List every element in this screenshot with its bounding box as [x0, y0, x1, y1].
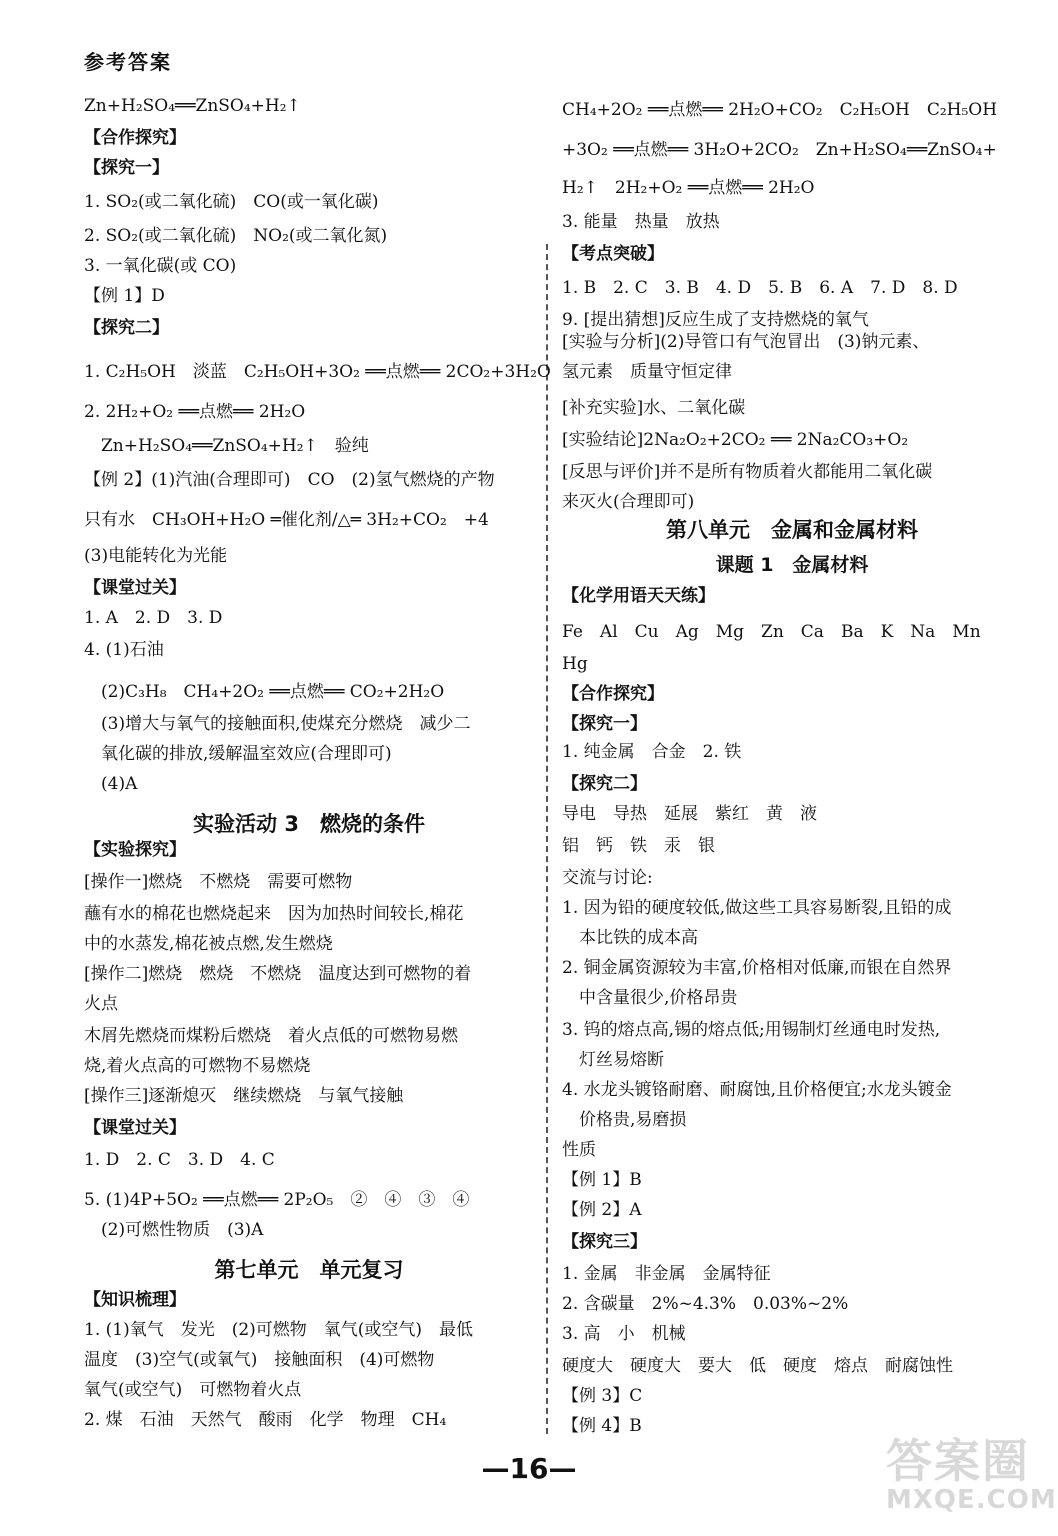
- answer-line: 1. A 2. D 3. D: [84, 608, 223, 628]
- watermark-url: MXQE.COM: [886, 1485, 1057, 1515]
- watermark-logo-text: 答案圈: [886, 1434, 1030, 1488]
- answer-line: 2. 含碳量 2%~4.3% 0.03%~2%: [562, 1294, 849, 1314]
- section-label: 【探究二】: [84, 318, 169, 338]
- answer-line: 火点: [84, 994, 118, 1014]
- answer-line: 2. 铜金属资源较为丰富,价格相对低廉,而银在自然界: [562, 958, 952, 978]
- section-label: 【实验探究】: [84, 840, 186, 860]
- answer-line: 1. C₂H₅OH 淡蓝 C₂H₅OH+3O₂ ══点燃══ 2CO₂+3H₂O: [84, 362, 551, 382]
- answer-line: Hg: [562, 654, 588, 674]
- answer-line: 交流与讨论:: [562, 868, 653, 888]
- page-header-title: 参考答案: [84, 50, 172, 74]
- answer-line: 只有水 CH₃OH+H₂O ═催化剂/△═ 3H₂+CO₂ +4: [84, 510, 489, 530]
- answer-line: 氧气(或空气) 可燃物着火点: [84, 1380, 302, 1400]
- answer-line: 1. 因为铅的硬度较低,做这些工具容易断裂,且铅的成: [562, 898, 952, 918]
- section-subtitle-lesson-1: 课题 1 金属材料: [715, 554, 869, 576]
- section-label: 【合作探究】: [562, 684, 664, 704]
- page-number: —16—: [481, 1452, 577, 1485]
- answer-line: Fe Al Cu Ag Mg Zn Ca Ba K Na Mn: [562, 622, 981, 642]
- answer-line: 性质: [562, 1140, 596, 1160]
- answer-line: 1. B 2. C 3. B 4. D 5. B 6. A 7. D 8. D: [562, 278, 958, 298]
- section-label: 【课堂过关】: [84, 1118, 186, 1138]
- answer-line: 中的水蒸发,棉花被点燃,发生燃烧: [84, 934, 333, 954]
- answer-line: 【例 2】A: [562, 1200, 642, 1220]
- answer-line: 3. 钨的熔点高,锡的熔点低;用锡制灯丝通电时发热,: [562, 1020, 941, 1040]
- answer-line: 导电 导热 延展 紫红 黄 液: [562, 804, 817, 824]
- answer-line: (3)增大与氧气的接触面积,使煤充分燃烧 减少二: [84, 714, 471, 734]
- answer-line: [操作三]逐渐熄灭 继续燃烧 与氧气接触: [84, 1086, 404, 1106]
- answer-line: (3)电能转化为光能: [84, 546, 228, 566]
- answer-line: 2. SO₂(或二氧化硫) NO₂(或二氧化氮): [84, 226, 388, 246]
- answer-line: 铝 钙 铁 汞 银: [562, 836, 715, 856]
- answer-line: [实验与分析](2)导管口有气泡冒出 (3)钠元素、: [562, 332, 930, 352]
- section-label: 【探究三】: [562, 1232, 647, 1252]
- answer-line: [操作一]燃烧 不燃烧 需要可燃物: [84, 872, 353, 892]
- section-label: 【探究二】: [562, 774, 647, 794]
- answer-line: 温度 (3)空气(或氧气) 接触面积 (4)可燃物: [84, 1350, 435, 1370]
- answer-line: (4)A: [84, 774, 138, 794]
- answer-line: 5. (1)4P+5O₂ ══点燃══ 2P₂O₅ ② ④ ③ ④: [84, 1190, 470, 1210]
- answer-line: 2. 煤 石油 天然气 酸雨 化学 物理 CH₄: [84, 1410, 447, 1430]
- section-title-unit-8: 第八单元 金属和金属材料: [666, 518, 918, 542]
- answer-line: 本比铁的成本高: [562, 928, 698, 948]
- answer-line: 1. (1)氧气 发光 (2)可燃物 氧气(或空气) 最低: [84, 1320, 474, 1340]
- section-label: 【探究一】: [84, 158, 169, 178]
- section-label: 【知识梳理】: [84, 1290, 186, 1310]
- answer-line: (2)可燃性物质 (3)A: [84, 1220, 264, 1240]
- answer-line: 【例 1】B: [562, 1170, 642, 1190]
- answer-line: Zn+H₂SO₄══ZnSO₄+H₂↑: [84, 96, 301, 116]
- answer-line: (2)C₃H₈ CH₄+2O₂ ══点燃══ CO₂+2H₂O: [84, 682, 445, 702]
- answer-line: [反思与评价]并不是所有物质着火都能用二氧化碳: [562, 462, 933, 482]
- answer-line: 硬度大 硬度大 要大 低 硬度 熔点 耐腐蚀性: [562, 1356, 953, 1376]
- answer-line: 9. [提出猜想]反应生成了支持燃烧的氧气: [562, 310, 869, 330]
- answer-line: Zn+H₂SO₄══ZnSO₄+H₂↑ 验纯: [84, 436, 369, 456]
- answer-line: 【例 2】(1)汽油(合理即可) CO (2)氢气燃烧的产物: [84, 470, 495, 490]
- section-label: 【课堂过关】: [84, 578, 186, 598]
- answer-line: [操作二]燃烧 燃烧 不燃烧 温度达到可燃物的着: [84, 964, 472, 984]
- answer-line: 灯丝易熔断: [562, 1050, 664, 1070]
- section-title-experiment-3: 实验活动 3 燃烧的条件: [193, 812, 425, 836]
- answer-line: 3. 能量 热量 放热: [562, 212, 720, 232]
- answer-line: 4. 水龙头镀铬耐磨、耐腐蚀,且价格便宜;水龙头镀金: [562, 1080, 952, 1100]
- answer-line: 1. SO₂(或二氧化硫) CO(或一氧化碳): [84, 192, 379, 212]
- answer-line: 氢元素 质量守恒定律: [562, 362, 732, 382]
- answer-line: 1. 纯金属 合金 2. 铁: [562, 742, 742, 762]
- section-label: 【考点突破】: [562, 244, 664, 264]
- answer-line: 蘸有水的棉花也燃烧起来 因为加热时间较长,棉花: [84, 904, 464, 924]
- answer-line: 【例 4】B: [562, 1416, 642, 1436]
- answer-line: 价格贵,易磨损: [562, 1110, 687, 1130]
- answer-line: 2. 2H₂+O₂ ══点燃══ 2H₂O: [84, 402, 306, 422]
- answer-line: 中含量很少,价格昂贵: [562, 988, 738, 1008]
- answer-line: 烧,着火点高的可燃物不易燃烧: [84, 1056, 311, 1076]
- answer-line: 来灭火(合理即可): [562, 492, 695, 512]
- answer-line: 【例 1】D: [84, 286, 165, 306]
- answer-line: +3O₂ ══点燃══ 3H₂O+2CO₂ Zn+H₂SO₄══ZnSO₄+: [562, 140, 997, 160]
- answer-line: 1. D 2. C 3. D 4. C: [84, 1150, 275, 1170]
- answer-line: CH₄+2O₂ ══点燃══ 2H₂O+CO₂ C₂H₅OH C₂H₅OH: [562, 100, 998, 120]
- section-label: 【化学用语天天练】: [562, 586, 715, 606]
- section-label: 【合作探究】: [84, 128, 186, 148]
- column-divider: [546, 244, 548, 1434]
- answer-line: 氧化碳的排放,缓解温室效应(合理即可): [84, 744, 392, 764]
- section-title-unit-7-review: 第七单元 单元复习: [214, 1258, 404, 1282]
- watermark-logo: [886, 1434, 1057, 1516]
- answer-line: 3. 一氧化碳(或 CO): [84, 256, 237, 276]
- answer-line: 【例 3】C: [562, 1386, 643, 1406]
- answer-line: 3. 高 小 机械: [562, 1324, 686, 1344]
- answer-line: [实验结论]2Na₂O₂+2CO₂ ══ 2Na₂CO₃+O₂: [562, 430, 909, 450]
- answer-line: H₂↑ 2H₂+O₂ ══点燃══ 2H₂O: [562, 178, 815, 198]
- section-label: 【探究一】: [562, 714, 647, 734]
- answer-line: 木屑先燃烧而煤粉后燃烧 着火点低的可燃物易燃: [84, 1026, 458, 1046]
- answer-line: 4. (1)石油: [84, 640, 164, 660]
- answer-line: [补充实验]水、二氧化碳: [562, 398, 746, 418]
- answer-line: 1. 金属 非金属 金属特征: [562, 1264, 771, 1284]
